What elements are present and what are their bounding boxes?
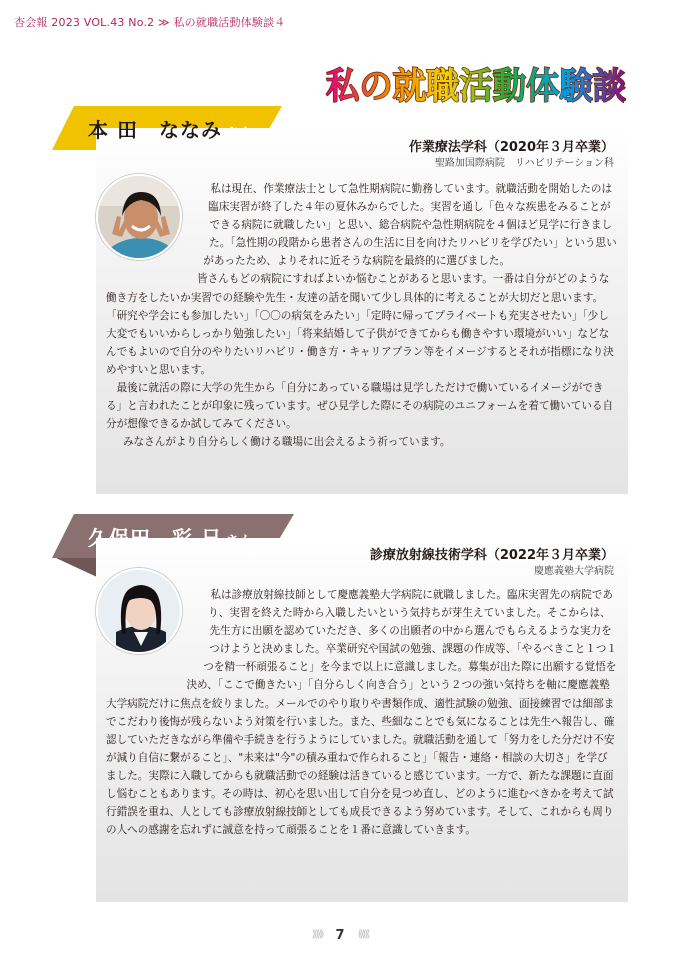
honorific-2: さん — [225, 533, 252, 549]
honorific-1: さん — [225, 125, 252, 141]
article1-paragraph-4: みなさんがより自分らしく働ける職場に出会えるよう祈っています。 — [122, 436, 451, 449]
article-panel-1 — [96, 125, 628, 494]
department-1: 作業療法学科（2020年３月卒業） — [408, 140, 614, 155]
page-number: 7 — [335, 928, 345, 943]
page-footer — [0, 924, 680, 943]
department-2: 診療放射線技術学科（2022年３月卒業） — [369, 548, 614, 563]
workplace-2: 慶應義塾大学病院 — [534, 566, 614, 577]
article1-paragraph-2: 皆さんもどの病院にすればよいか悩むことがあると思います。一番は自分がどのような働き方をしたいか実習での経験や先生・友達の話を聞いて少し具体的に考えることが大切だと思います。「研究や学会にも参加したい」「〇〇の病気をみたい」「定時に帰ってプライベートも充実させたい」「少し大変でもいいからしっかり勉強したい」「将来結婚して子供ができてからも働きやすい環境がいい」などなんでもよいので自分のやりたいリハビリ・働き方・キャリアプラン等をイメージするとそれが指標になり決めやすいと思います。 — [106, 273, 614, 376]
banner-title: 私の就職活動体験談 — [326, 66, 626, 107]
title-banner — [322, 54, 632, 110]
workplace-1: 聖路加国際病院 リハビリテーション科 — [434, 158, 614, 169]
article1-paragraph-1: 私は現在、作業療法士として急性期病院に勤務しています。就職活動を開始したのは臨床実習が終了した４年の夏休みからでした。実習を通し「色々な疾患をみることができる病院に就職したい」と思い、総合病院や急性期病院を４個ほど見学に行きました。「急性期の段階から患者さんの生活に目を向けたリハビリを学びたい」という思いがあったため、よりそれに近そうな病院を最終的に選びました。 — [203, 183, 617, 268]
article-panel-2 — [96, 538, 628, 902]
person-name-1: 本 田 ななみ — [88, 117, 222, 142]
running-header: 杏会報 2023 VOL.43 No.2 ≫ 私の就職活動体験談４ — [14, 16, 286, 29]
ornament-left-icon: ⟫⟫⟫ — [311, 929, 323, 940]
person-name-2: 久保田 彩 日 — [88, 525, 222, 550]
ornament-right-icon: ⟪⟪⟪ — [357, 929, 369, 940]
article2-paragraph-1: 私は診療放射線技師として慶應義塾大学病院に就職しました。臨床実習先の病院であり、実習を終えた時から入職したいという気持ちが芽生えていました。そこからは、先生方に出願を認めていただき、多くの出願者の中から選んでもらえるような実力をつけようと決めました。卒業研究や国試の勉強、課題の作成等、「やるべきこと１つ１つを精一杯頑張ること」を今まで以上に意識しました。募集が出た際に出願する覚悟を決め、「ここで働きたい」「自分らしく向き合う」という２つの強い気持ちを軸に慶應義塾大学病院だけに焦点を絞りました。メールでのやり取りや書類作成、適性試験の勉強、面接練習では細部までこだわり後悔が残らないよう対策を行いました。また、些細なことでも気になることは先生へ報告し、確認していただきながら準備や手続きを行うようにしていました。就職活動を通して「努力をした分だけ不安が減り自信に繋がること」、"未来は"今"の積み重ねで作られること」「報告・連絡・相談の大切さ」を学びました。実際に入職してからも就職活動での経験は活きていると感じています。一方で、新たな課題に直面し悩むこともあります。その時は、初心を思い出して自分を見つめ直し、どのように進むべきかを考えて試行錯誤を重ね、人としても診療放射線技師としても成長できるよう努めています。そして、これからも周りの人への感謝を忘れずに誠意を持って頑張ることを１番に意識していきます。 — [106, 589, 618, 837]
article1-paragraph-3: 最後に就活の際に大学の先生から「自分にあっている職場は見学しただけで働いているイメージができる」と言われたことが印象に残っています。ぜひ見学した際にその病院のユニフォームを着て働いている自分が想像できるか試してみてください。 — [106, 382, 614, 431]
